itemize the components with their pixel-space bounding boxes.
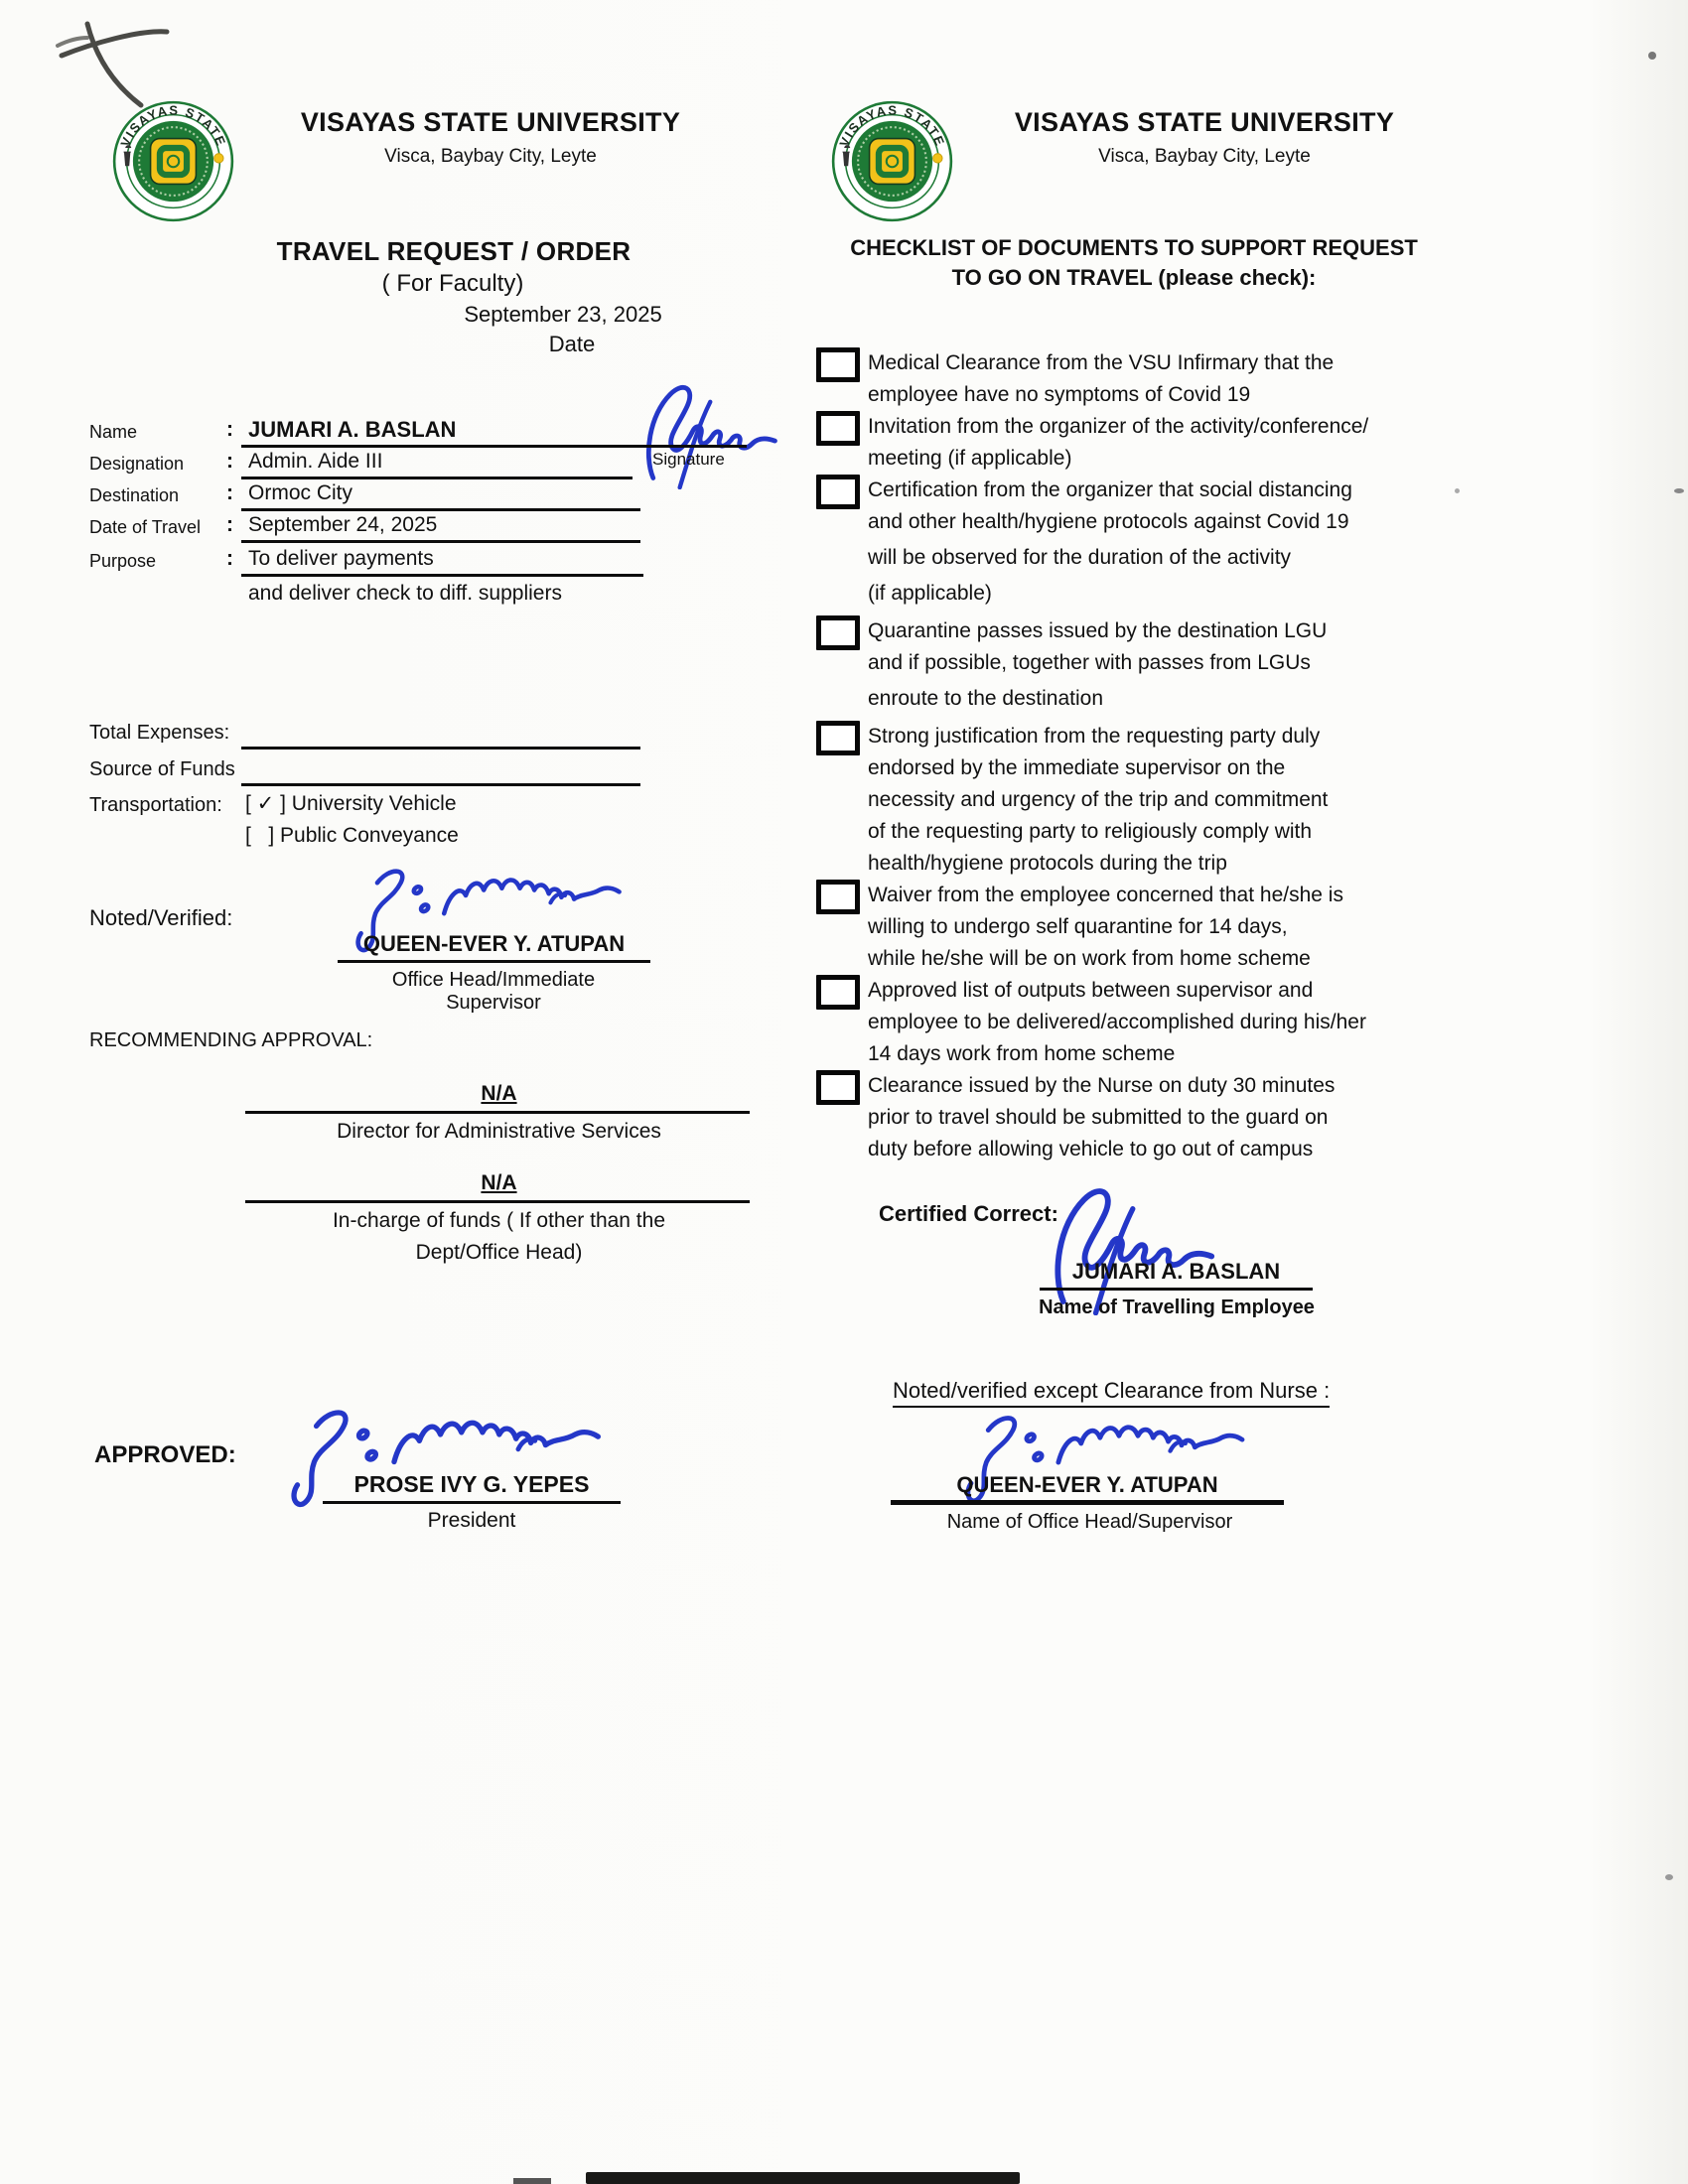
checklist-line: employee have no symptoms of Covid 19 bbox=[868, 383, 1251, 406]
purpose-underline bbox=[241, 574, 643, 577]
approved-title: President bbox=[427, 1509, 516, 1532]
field-value-name: JUMARI A. BASLAN bbox=[248, 417, 457, 442]
name-underline bbox=[241, 445, 747, 448]
checklist-item bbox=[816, 475, 1472, 610]
director-title: Director for Administrative Services bbox=[337, 1120, 661, 1143]
checklist-line: endorsed by the immediate supervisor on the bbox=[868, 756, 1286, 779]
checklist-line: employee to be delivered/accomplished during his/her bbox=[868, 1011, 1366, 1033]
checklist-line: meeting (if applicable) bbox=[868, 447, 1072, 470]
source-of-funds-label: Source of Funds bbox=[89, 758, 235, 780]
colon: : bbox=[226, 418, 233, 441]
director-line bbox=[245, 1111, 750, 1114]
incharge-na-value: N/A bbox=[481, 1171, 517, 1194]
yepes-signature bbox=[270, 1378, 628, 1527]
checklist-line: Medical Clearance from the VSU Infirmary that the bbox=[868, 351, 1335, 374]
field-value-designation: Admin. Aide III bbox=[248, 450, 383, 473]
request-date-label: Date bbox=[548, 332, 596, 356]
field-value-destination: Ormoc City bbox=[248, 481, 352, 504]
field-label-name: Name bbox=[89, 422, 138, 442]
checkbox-unchecked[interactable] bbox=[816, 880, 860, 914]
checklist-item bbox=[816, 975, 1472, 1070]
checklist-line: Quarantine passes issued by the destination LGU bbox=[868, 619, 1328, 642]
checklist-line: will be observed for the duration of the activity bbox=[868, 546, 1292, 569]
noted-title: Office Head/Immediate Supervisor bbox=[391, 969, 596, 1014]
source-of-funds-line bbox=[241, 783, 640, 786]
checklist-line: Strong justification from the requesting party duly bbox=[868, 725, 1321, 748]
scan-edge-nub bbox=[513, 2178, 551, 2184]
checklist-item bbox=[816, 880, 1472, 975]
certified-title: Name of Travelling Employee bbox=[1039, 1297, 1315, 1318]
field-label-designation: Designation bbox=[89, 454, 185, 474]
field-label-destination: Destination bbox=[89, 485, 180, 505]
recommending-approval-label: RECOMMENDING APPROVAL: bbox=[89, 1029, 373, 1051]
checklist-item bbox=[816, 721, 1472, 880]
approved-label: APPROVED: bbox=[94, 1441, 236, 1468]
noted-verified-label: Noted/Verified: bbox=[89, 905, 233, 930]
colon: : bbox=[226, 547, 233, 570]
checklist-line: Certification from the organizer that social distancing bbox=[868, 478, 1352, 501]
checklist-line: necessity and urgency of the trip and commitment bbox=[868, 788, 1329, 811]
certified-correct-label: Certified Correct: bbox=[879, 1201, 1058, 1226]
request-date-value: September 23, 2025 bbox=[464, 302, 662, 327]
transport-option-public-conveyance[interactable] bbox=[245, 824, 459, 848]
total-expenses-line bbox=[241, 747, 640, 750]
colon: : bbox=[226, 513, 233, 536]
transportation-label: Transportation: bbox=[89, 794, 222, 816]
university-address-left: Visca, Baybay City, Leyte bbox=[384, 146, 597, 167]
checklist-line: 14 days work from home scheme bbox=[868, 1042, 1176, 1065]
university-address-right: Visca, Baybay City, Leyte bbox=[1098, 146, 1311, 167]
checkbox-unchecked[interactable] bbox=[816, 975, 860, 1010]
vsu-seal-right bbox=[830, 99, 954, 223]
checklist-line: while he/she will be on work from home scheme bbox=[868, 947, 1311, 970]
colon: : bbox=[226, 481, 233, 504]
transport-option-university-vehicle[interactable] bbox=[245, 791, 457, 816]
incharge-title-line2: Dept/Office Head) bbox=[415, 1241, 583, 1264]
purpose-continued: and deliver check to diff. suppliers bbox=[248, 582, 562, 605]
checklist-item bbox=[816, 1070, 1472, 1165]
director-na-value: N/A bbox=[481, 1082, 517, 1105]
checkbox-unchecked[interactable] bbox=[816, 475, 860, 509]
scan-speck bbox=[1674, 488, 1684, 493]
checklist-line: (if applicable) bbox=[868, 582, 992, 605]
checkbox-unchecked[interactable] bbox=[816, 615, 860, 650]
noted-title-right: Name of Office Head/Supervisor bbox=[946, 1511, 1233, 1533]
scan-speck bbox=[1455, 488, 1460, 493]
scan-speck bbox=[1665, 1874, 1673, 1880]
checklist-item bbox=[816, 347, 1472, 411]
checklist-line: of the requesting party to religiously comply with bbox=[868, 820, 1313, 843]
checklist-line: and if possible, together with passes from LGUs bbox=[868, 651, 1311, 674]
noted-name-line bbox=[891, 1500, 1284, 1505]
total-expenses-label: Total Expenses: bbox=[89, 722, 230, 744]
noted-name: QUEEN-EVER Y. ATUPAN bbox=[338, 931, 650, 963]
field-label-date-of-travel: Date of Travel bbox=[89, 517, 202, 537]
transport-checkbox-checked[interactable]: [ ✓ ] bbox=[245, 792, 286, 815]
checklist-line: enroute to the destination bbox=[868, 687, 1104, 710]
checklist-item bbox=[816, 615, 1472, 715]
form-subtitle: ( For Faculty) bbox=[381, 270, 524, 297]
checklist-line: duty before allowing vehicle to go out of campus bbox=[868, 1138, 1314, 1160]
checkbox-unchecked[interactable] bbox=[816, 721, 860, 755]
checklist-line: Waiver from the employee concerned that he/she is bbox=[868, 884, 1343, 906]
form-title: TRAVEL REQUEST / ORDER bbox=[276, 236, 632, 266]
checklist-line: Clearance issued by the Nurse on duty 30 minutes bbox=[868, 1074, 1336, 1097]
vsu-seal-left bbox=[111, 99, 235, 223]
checkbox-unchecked[interactable] bbox=[816, 1070, 860, 1105]
designation-underline bbox=[241, 477, 633, 479]
destination-underline bbox=[241, 508, 640, 511]
checkbox-unchecked[interactable] bbox=[816, 411, 860, 446]
field-label-purpose: Purpose bbox=[89, 551, 157, 571]
checklist-line: Approved list of outputs between supervisor and bbox=[868, 979, 1314, 1002]
scan-speck bbox=[1648, 52, 1656, 60]
checklist-line: Invitation from the organizer of the activity/conference/ bbox=[868, 415, 1369, 438]
certified-name: JUMARI A. BASLAN bbox=[1040, 1259, 1313, 1291]
scan-edge-bar bbox=[586, 2172, 1020, 2184]
date-of-travel-underline bbox=[241, 540, 640, 543]
signature-label: Signature bbox=[652, 450, 725, 469]
pencil-x-mark bbox=[50, 14, 179, 113]
checklist-title-line2: TO GO ON TRAVEL (please check): bbox=[951, 265, 1317, 290]
transport-option-label: University Vehicle bbox=[291, 792, 457, 815]
checklist-title-line1: CHECKLIST OF DOCUMENTS TO SUPPORT REQUEST bbox=[850, 235, 1418, 260]
incharge-title-line1: In-charge of funds ( If other than the bbox=[332, 1209, 666, 1232]
noted-name-right: QUEEN-EVER Y. ATUPAN bbox=[956, 1472, 1218, 1497]
transport-option-label: Public Conveyance bbox=[280, 824, 459, 847]
field-value-date-of-travel: September 24, 2025 bbox=[248, 513, 438, 536]
checklist-item bbox=[816, 411, 1472, 475]
approved-name: PROSE IVY G. YEPES bbox=[323, 1471, 621, 1504]
checklist bbox=[816, 347, 1472, 1165]
field-value-purpose: To deliver payments bbox=[248, 547, 434, 570]
baslan-signature-right bbox=[1028, 1176, 1226, 1315]
checkbox-unchecked[interactable] bbox=[816, 347, 860, 382]
employee-signature-top bbox=[624, 375, 787, 489]
incharge-line bbox=[245, 1200, 750, 1203]
checklist-line: health/hygiene protocols during the trip bbox=[868, 852, 1227, 875]
transport-checkbox-empty[interactable]: [ ] bbox=[245, 824, 275, 847]
colon: : bbox=[226, 450, 233, 473]
checklist-line: prior to travel should be submitted to the guard on bbox=[868, 1106, 1329, 1129]
checklist-line: willing to undergo self quarantine for 14 days, bbox=[868, 915, 1288, 938]
noted-except-label: Noted/verified except Clearance from Nurse : bbox=[893, 1378, 1330, 1408]
university-name-left: VISAYAS STATE UNIVERSITY bbox=[300, 107, 681, 137]
checklist-line: and other health/hygiene protocols against Covid 19 bbox=[868, 510, 1349, 533]
university-name-right: VISAYAS STATE UNIVERSITY bbox=[1014, 107, 1395, 137]
